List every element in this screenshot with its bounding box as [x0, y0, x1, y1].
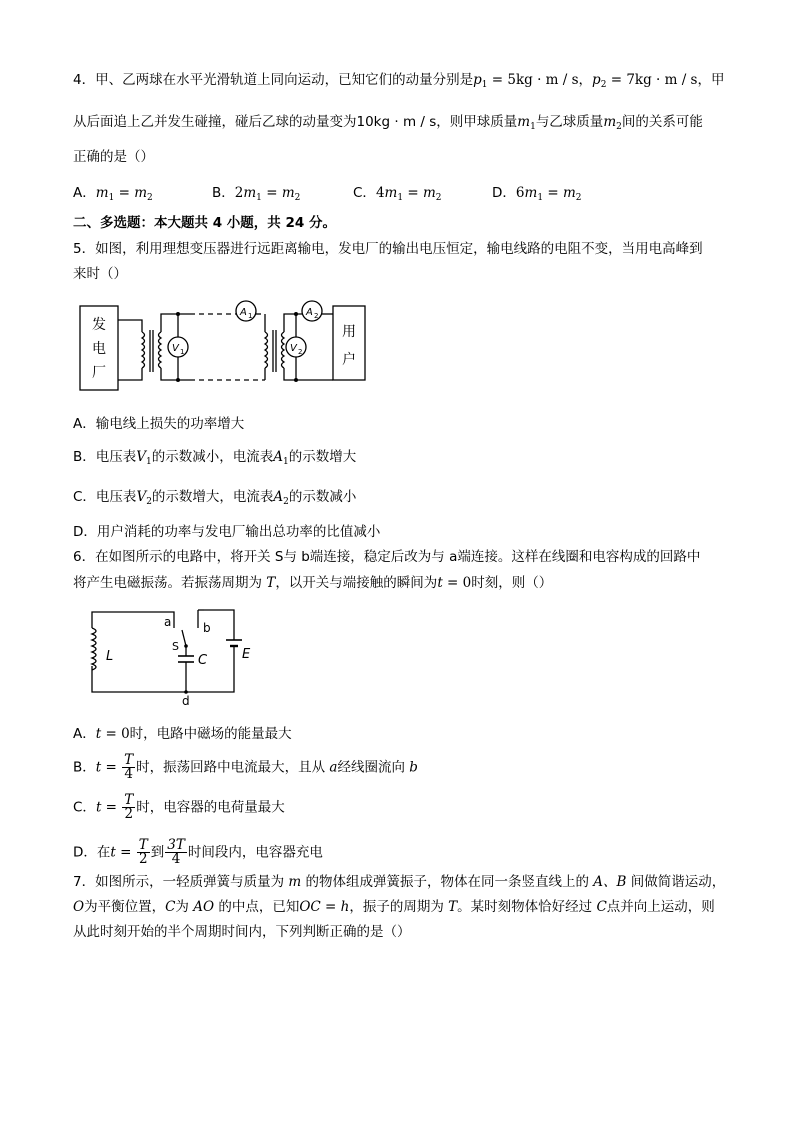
- math-var: a: [329, 759, 338, 776]
- math-var: b: [409, 759, 418, 776]
- q6-line1: 6．在如图所示的电路中，将开关 S与 b端连接，稳定后改为与 a端连接。这样在线圈和电容构成的回路中: [73, 549, 701, 565]
- option-text: C．电压表: [73, 489, 137, 505]
- q4-option-b: [212, 181, 300, 203]
- plant-label-3: 厂: [92, 365, 106, 381]
- transformer1-secondary-coil: [159, 332, 162, 368]
- math-var: C: [165, 899, 176, 915]
- math-sub: 2: [575, 193, 582, 203]
- math-value: = 0: [101, 726, 130, 742]
- option-label: D．: [492, 185, 516, 201]
- q5-option-c: [73, 488, 356, 511]
- option-text: B．: [73, 759, 96, 776]
- math-sub: 1: [283, 457, 289, 467]
- q7-line2: [73, 898, 715, 916]
- math-var: V: [136, 449, 147, 465]
- math-var: m: [524, 185, 538, 201]
- q4-option-d: [492, 181, 582, 203]
- q6-text: 将产生电磁振荡。若振荡周期为: [73, 575, 267, 591]
- math-sub: 2: [435, 193, 442, 203]
- math-var: m: [281, 185, 295, 201]
- v2-label: V: [290, 343, 297, 354]
- a1-sub: 1: [248, 312, 253, 320]
- fraction-denominator: 4: [124, 766, 133, 782]
- math-var: m: [243, 185, 257, 201]
- math-sub: 2: [283, 497, 289, 507]
- option-text: 时，电容器的电荷量最大: [136, 799, 285, 816]
- fraction: [122, 794, 135, 821]
- option-text: B．电压表: [73, 449, 137, 465]
- inductor-label: L: [106, 649, 114, 664]
- math-sub: 1: [256, 193, 262, 203]
- math-var: A: [273, 489, 284, 505]
- math-eq: =: [114, 185, 135, 201]
- switch-blade: [182, 630, 186, 646]
- math-var: AO: [193, 899, 215, 915]
- math-coef: 4: [375, 185, 385, 201]
- option-text: 经线圈流向: [337, 759, 410, 776]
- user-box: [333, 306, 365, 380]
- math-eq: =: [403, 185, 423, 201]
- q4-option-a: [73, 181, 153, 203]
- math-coef: 2: [234, 185, 244, 201]
- math-eq: =: [101, 759, 122, 776]
- q5-option-b: [73, 448, 356, 471]
- a2-label: A: [306, 307, 313, 318]
- option-text: C．: [73, 799, 96, 816]
- math-sub: 2: [147, 193, 153, 203]
- fraction: [165, 839, 187, 866]
- transformer1-primary-coil: [142, 332, 145, 368]
- math-eq: =: [115, 844, 136, 861]
- math-var: m: [422, 185, 436, 201]
- fraction-numerator: T: [124, 752, 134, 768]
- q4-text: 从后面追上乙并发生碰撞，碰后乙球的动量变为10kg · m / s，则甲球质量: [73, 114, 518, 130]
- q4-line1: [73, 71, 724, 94]
- fraction-numerator: 3T: [167, 837, 185, 853]
- math-sub: 2: [294, 193, 301, 203]
- q4-line3: [73, 148, 154, 166]
- math-value: = h: [320, 899, 350, 915]
- option-text: A．: [73, 726, 96, 742]
- v1-label: V: [172, 343, 179, 354]
- math-eq: =: [543, 185, 563, 201]
- v2-sub: 2: [298, 348, 303, 356]
- q6-line2: [73, 574, 552, 592]
- q6-option-b: [73, 754, 418, 781]
- q5-option-a: A．输电线上损失的功率增大: [73, 416, 245, 432]
- math-sub: 1: [481, 80, 488, 90]
- q7-line1: [73, 873, 725, 891]
- q5-line1: 5．如图，利用理想变压器进行远距离输电，发电厂的输出电压恒定，输电线路的电阻不变，当用电高峰到: [73, 241, 703, 257]
- math-value: = 0: [442, 575, 472, 591]
- section-heading: 二、多选题：本大题共 4 小题，共 24 分。: [73, 215, 336, 231]
- math-eq: =: [101, 799, 122, 816]
- a1-label: A: [240, 307, 247, 318]
- math-var: T: [448, 899, 458, 915]
- option-text: 到: [150, 844, 165, 861]
- switch-label: S: [172, 640, 179, 653]
- q6-option-d: [73, 839, 323, 866]
- math-var: OC: [299, 899, 321, 915]
- math-sub: 1: [530, 122, 536, 132]
- user-label-1: 用: [342, 324, 356, 340]
- math-var: m: [517, 114, 531, 130]
- terminal-b-label: b: [203, 621, 211, 635]
- math-var: t: [110, 844, 116, 861]
- q7-text: 为: [175, 899, 194, 915]
- q6-option-a: [73, 725, 292, 743]
- fraction-numerator: T: [124, 792, 134, 808]
- option-text: 的示数增大: [288, 449, 357, 465]
- q4-text: 正确的是（）: [73, 149, 154, 165]
- math-var: A、B: [593, 874, 627, 890]
- math-var: m: [384, 185, 398, 201]
- q7-text: 点并向上运动，则: [606, 899, 715, 915]
- transformer2-primary-coil: [265, 332, 268, 368]
- math-value: = 5kg · m / s: [487, 72, 579, 88]
- math-var: O: [73, 899, 85, 915]
- q7-text: ，振子的周期为: [349, 899, 449, 915]
- option-label: B．: [212, 185, 235, 201]
- q7-text: 的中点，已知: [214, 899, 300, 915]
- option-text: 时间段内，电容器充电: [187, 844, 323, 861]
- math-var: t: [437, 575, 443, 591]
- q4-text: ，: [578, 72, 593, 88]
- q4-text: 间的关系可能: [621, 114, 703, 130]
- plant-label-2: 电: [92, 341, 106, 357]
- q7-text: 。某时刻物体恰好经过: [457, 899, 597, 915]
- math-var: m: [603, 114, 617, 130]
- capacitor-label: C: [198, 653, 208, 668]
- q4-option-c: [353, 181, 442, 203]
- q7-text: 间做简谐运动，: [626, 874, 726, 890]
- option-text: 的示数增大，电流表: [151, 489, 274, 505]
- option-text: 时，振荡回路中电流最大，且从: [136, 759, 330, 776]
- option-text: 时，电路中磁场的能量最大: [129, 726, 292, 742]
- q4-line2: [73, 113, 703, 136]
- math-var: C: [596, 899, 607, 915]
- node-d-label: d: [182, 694, 190, 706]
- q5-line2: 来时（）: [73, 266, 127, 282]
- a2-sub: 2: [314, 312, 319, 320]
- math-sub: 2: [146, 497, 152, 507]
- transformer2-secondary-coil: [282, 332, 285, 368]
- math-var: m: [95, 185, 109, 201]
- math-sub: 2: [600, 80, 607, 90]
- option-label: C．: [353, 185, 376, 201]
- q7-text: 7．如图所示，一轻质弹簧与质量为: [73, 874, 289, 890]
- terminal-a-label: a: [164, 615, 172, 629]
- transmission-circuit-diagram: [70, 296, 380, 396]
- option-text: 的示数减小: [288, 489, 357, 505]
- math-coef: 6: [515, 185, 525, 201]
- math-var: A: [273, 449, 283, 465]
- fraction-numerator: T: [138, 837, 148, 853]
- fraction: [137, 839, 150, 866]
- q5-option-d: D．用户消耗的功率与发电厂输出总功率的比值减小: [73, 524, 381, 540]
- math-sub: 2: [616, 122, 622, 132]
- q7-line3: 从此时刻开始的半个周期时间内，下列判断正确的是（）: [73, 924, 411, 940]
- math-sub: 1: [108, 193, 115, 203]
- math-var: t: [95, 759, 102, 776]
- math-var: T: [266, 575, 276, 591]
- user-label-2: 户: [342, 352, 356, 368]
- math-var: p: [592, 72, 601, 88]
- math-sub: 1: [397, 193, 404, 203]
- math-var: t: [95, 726, 102, 742]
- inductor-coil: [92, 628, 96, 670]
- fraction-denominator: 2: [138, 851, 148, 867]
- battery-label: E: [242, 647, 251, 662]
- fraction-denominator: 2: [124, 806, 134, 822]
- q7-text: 为平衡位置，: [84, 899, 166, 915]
- math-var: m: [134, 185, 148, 201]
- q4-text: ，甲: [697, 72, 725, 88]
- q4-text: 4．甲、乙两球在水平光滑轨道上同向运动，已知它们的动量分别是: [73, 72, 474, 88]
- math-sub: 1: [146, 457, 152, 467]
- q7-text: 的物体组成弹簧振子，物体在同一条竖直线上的: [301, 874, 594, 890]
- lc-circuit-diagram: [86, 606, 256, 706]
- fraction-denominator: 4: [171, 851, 181, 867]
- q4-text: 与乙球质量: [535, 114, 604, 130]
- math-var: t: [95, 799, 102, 816]
- math-var: V: [136, 489, 147, 505]
- q6-text: ，以开关与端接触的瞬间为: [275, 575, 438, 591]
- plant-label-1: 发: [92, 317, 106, 333]
- math-sub: 1: [537, 193, 544, 203]
- q6-text: 时刻，则（）: [471, 575, 553, 591]
- option-text: 的示数减小，电流表: [151, 449, 274, 465]
- fraction: [122, 754, 135, 781]
- q6-option-c: [73, 794, 285, 821]
- v1-sub: 1: [180, 348, 185, 356]
- math-var: p: [473, 72, 482, 88]
- option-text: D．在: [73, 844, 111, 861]
- math-var: m: [288, 874, 302, 890]
- math-eq: =: [261, 185, 282, 201]
- option-label: A．: [73, 185, 96, 201]
- math-value: = 7kg · m / s: [606, 72, 698, 88]
- math-var: m: [562, 185, 576, 201]
